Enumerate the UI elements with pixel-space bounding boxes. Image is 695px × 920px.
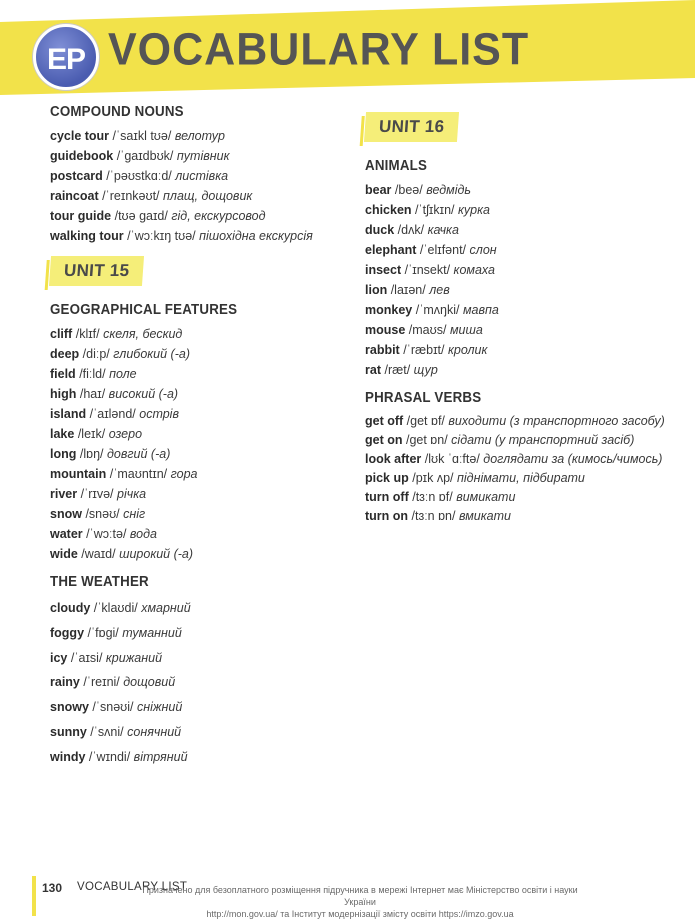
- vocab-word: monkey: [365, 303, 413, 317]
- vocab-transcription: /tɜːn ɒn/: [411, 509, 456, 523]
- vocab-transcription: /klɪf/: [75, 327, 100, 341]
- vocab-translation: листівка: [175, 169, 229, 183]
- vocab-entry: [50, 596, 340, 621]
- vocab-translation: путівник: [176, 149, 230, 163]
- vocab-translation: щур: [413, 363, 438, 377]
- vocab-translation: хмарний: [141, 601, 191, 615]
- vocab-word: cycle tour: [50, 129, 110, 143]
- vocab-translation: вмикати: [458, 509, 511, 523]
- vocab-entry: [365, 488, 665, 507]
- vocab-translation: курка: [458, 203, 490, 217]
- vocab-transcription: /diːp/: [82, 347, 110, 361]
- vocab-word: walking tour: [50, 229, 124, 243]
- vocab-word: rabbit: [365, 343, 400, 357]
- vocab-entry: [365, 340, 665, 360]
- vocab-word: foggy: [50, 625, 85, 640]
- animals-list: [365, 180, 665, 380]
- vocab-translation: сідати (у транспортний засіб): [451, 433, 635, 447]
- vocab-word: elephant: [365, 243, 417, 257]
- vocab-translation: сніг: [123, 507, 146, 521]
- unit-16-banner: UNIT 16: [364, 112, 460, 142]
- vocab-entry: [50, 695, 340, 720]
- left-column: [50, 104, 340, 770]
- vocab-word: icy: [50, 650, 68, 665]
- vocab-word: guidebook: [50, 149, 114, 163]
- vocab-transcription: /lʊk ˈɑːftə/: [424, 452, 480, 466]
- vocab-entry: [365, 507, 665, 526]
- vocab-word: high: [50, 387, 77, 401]
- vocab-transcription: /ˈmaʊntɪn/: [109, 467, 168, 481]
- vocab-translation: скеля, бескид: [103, 327, 183, 341]
- unit-15-banner: UNIT 15: [49, 256, 145, 286]
- vocab-entry: [365, 412, 665, 431]
- vocab-transcription: /ˈreɪnkəʊt/: [102, 189, 160, 203]
- vocab-transcription: /ˈsʌni/: [90, 724, 124, 739]
- vocab-word: get off: [365, 414, 404, 428]
- vocab-transcription: /ˈmʌŋki/: [415, 303, 460, 317]
- vocab-entry: [50, 484, 340, 504]
- vocab-transcription: /ˈreɪni/: [83, 675, 120, 690]
- vocab-transcription: /ˈsaɪkl tʊə/: [112, 129, 172, 143]
- vocab-translation: миша: [449, 323, 483, 337]
- vocab-translation: кролик: [447, 343, 488, 357]
- vocab-translation: плащ, дощовик: [163, 189, 253, 203]
- vocab-entry: [365, 180, 665, 200]
- notice-line-1: Призначено для безоплатного розміщення підручника в мережі Інтернет має Міністерство освіти і науки України: [142, 885, 578, 907]
- vocab-transcription: /ˈsnəʊi/: [92, 700, 134, 715]
- vocab-translation: крижаний: [105, 650, 163, 665]
- vocab-word: snow: [50, 507, 82, 521]
- vocab-translation: комаха: [453, 263, 495, 277]
- vocab-translation: вода: [129, 527, 157, 541]
- vocab-word: duck: [365, 223, 395, 237]
- vocab-entry: [365, 260, 665, 280]
- vocab-transcription: /ˈelɪfənt/: [419, 243, 467, 257]
- vocab-translation: велотур: [174, 129, 225, 143]
- vocab-entry: [365, 450, 665, 469]
- vocab-entry: [365, 431, 665, 450]
- vocab-translation: річка: [117, 487, 147, 501]
- vocab-translation: поле: [109, 367, 137, 381]
- footer-accent-bar: [32, 876, 36, 916]
- vocab-translation: широкий (-а): [119, 547, 194, 561]
- vocab-entry: [365, 200, 665, 220]
- vocab-entry: [50, 544, 340, 564]
- vocab-word: deep: [50, 347, 80, 361]
- vocab-entry: [50, 384, 340, 404]
- vocab-entry: [365, 320, 665, 340]
- vocab-word: sunny: [50, 724, 87, 739]
- vocab-transcription: /maʊs/: [408, 323, 447, 337]
- page-footer: [0, 876, 695, 919]
- vocab-word: turn on: [365, 509, 409, 523]
- notice-line-2: http://mon.gov.ua/ та Інститут модернізації змісту освіти https://imzo.gov.ua: [206, 909, 514, 919]
- vocab-entry: [50, 424, 340, 444]
- vocab-translation: глибокий (-а): [113, 347, 190, 361]
- vocab-word: river: [50, 487, 78, 501]
- vocab-entry: [365, 240, 665, 260]
- vocab-word: postcard: [50, 169, 103, 183]
- vocab-word: mountain: [50, 467, 107, 481]
- vocab-transcription: /haɪ/: [79, 387, 106, 401]
- vocab-entry: [365, 469, 665, 488]
- vocab-transcription: /ˈfɒɡi/: [87, 625, 119, 640]
- vocab-word: tour guide: [50, 209, 112, 223]
- vocab-word: cloudy: [50, 601, 91, 615]
- distribution-notice: [130, 884, 590, 920]
- vocab-entry: [50, 524, 340, 544]
- vocab-entry: [50, 364, 340, 384]
- vocab-entry: [50, 206, 340, 226]
- vocab-translation: пішохідна екскурсія: [199, 229, 313, 243]
- vocab-translation: гід, екскурсовод: [171, 209, 266, 223]
- vocab-translation: гора: [170, 467, 198, 481]
- vocab-transcription: /snəʊ/: [85, 507, 120, 521]
- page-title: VOCABULARY LIST: [108, 24, 530, 76]
- vocab-transcription: /beə/: [394, 183, 423, 197]
- vocab-transcription: /ˈpəʊstkɑːd/: [106, 169, 172, 183]
- vocab-translation: сонячний: [127, 724, 182, 739]
- vocab-transcription: /leɪk/: [77, 427, 106, 441]
- vocab-entry: [50, 344, 340, 364]
- vocab-word: windy: [50, 749, 86, 764]
- vocab-entry: [50, 226, 340, 246]
- vocab-transcription: /ˈaɪlənd/: [89, 407, 136, 421]
- vocab-translation: сніжний: [137, 700, 183, 715]
- vocab-word: field: [50, 367, 76, 381]
- section-title-compound-nouns: COMPOUND NOUNS: [50, 104, 184, 120]
- vocab-transcription: /ˈwɔːtə/: [86, 527, 127, 541]
- vocab-entry: [50, 720, 340, 745]
- vocab-entry: [50, 126, 340, 146]
- vocab-translation: вітряний: [133, 749, 188, 764]
- vocab-entry: [365, 280, 665, 300]
- vocab-translation: острів: [139, 407, 179, 421]
- vocab-transcription: /ˈaɪsi/: [70, 650, 103, 665]
- vocab-transcription: /tɜːn ɒf/: [412, 490, 453, 504]
- vocab-transcription: /dʌk/: [397, 223, 425, 237]
- vocab-word: get on: [365, 433, 403, 447]
- ep-logo-badge: EP: [33, 24, 99, 90]
- vocab-translation: доглядати за (кимось/чимось): [483, 452, 663, 466]
- vocab-transcription: /ˈwɔːkɪŋ tʊə/: [127, 229, 196, 243]
- section-title-phrasal-verbs: PHRASAL VERBS: [365, 390, 482, 406]
- vocab-entry: [50, 464, 340, 484]
- vocab-word: bear: [365, 183, 392, 197]
- vocab-translation: ведмідь: [426, 183, 471, 197]
- vocab-translation: мавпа: [462, 303, 499, 317]
- vocab-entry: [50, 745, 340, 770]
- vocab-word: island: [50, 407, 87, 421]
- vocab-word: lake: [50, 427, 75, 441]
- vocab-word: chicken: [365, 203, 412, 217]
- vocab-transcription: /ˈklaʊdi/: [93, 601, 138, 615]
- compound-nouns-list: [50, 126, 340, 246]
- vocab-entry: [50, 444, 340, 464]
- vocab-transcription: /ɡet ɒf/: [406, 414, 445, 428]
- vocab-transcription: /ˈɡaɪdbʊk/: [116, 149, 174, 163]
- vocab-word: wide: [50, 547, 78, 561]
- vocab-translation: довгий (-а): [107, 447, 171, 461]
- weather-list: [50, 596, 340, 770]
- vocab-translation: виходити (з транспортного засобу): [448, 414, 665, 428]
- vocab-word: long: [50, 447, 77, 461]
- vocab-word: lion: [365, 283, 388, 297]
- vocab-transcription: /pɪk ʌp/: [412, 471, 454, 485]
- vocab-transcription: /lɒŋ/: [79, 447, 104, 461]
- section-title-weather: THE WEATHER: [50, 574, 149, 590]
- vocab-entry: [365, 220, 665, 240]
- vocab-word: turn off: [365, 490, 409, 504]
- vocab-entry: [50, 621, 340, 646]
- right-column: [365, 112, 665, 526]
- vocab-word: rat: [365, 363, 381, 377]
- vocab-entry: [365, 360, 665, 380]
- vocab-word: water: [50, 527, 83, 541]
- section-title-geographical-features: GEOGRAPHICAL FEATURES: [50, 302, 238, 318]
- vocab-entry: [50, 404, 340, 424]
- vocab-translation: слон: [469, 243, 497, 257]
- vocab-entry: [50, 166, 340, 186]
- vocab-word: mouse: [365, 323, 406, 337]
- vocab-translation: дощовий: [123, 675, 176, 690]
- vocab-translation: лев: [429, 283, 450, 297]
- vocab-transcription: /ˈræbɪt/: [403, 343, 445, 357]
- vocab-word: look after: [365, 452, 422, 466]
- footer-label: VOCABULARY LIST: [77, 881, 188, 893]
- vocab-entry: [365, 300, 665, 320]
- vocab-translation: качка: [427, 223, 459, 237]
- vocab-word: cliff: [50, 327, 73, 341]
- vocab-transcription: /tʊə ɡaɪd/: [114, 209, 168, 223]
- vocab-entry: [50, 646, 340, 671]
- vocab-entry: [50, 670, 340, 695]
- vocab-translation: туманний: [122, 625, 182, 640]
- vocab-transcription: /ræt/: [384, 363, 411, 377]
- vocab-transcription: /ɡet ɒn/: [405, 433, 448, 447]
- vocab-transcription: /laɪən/: [390, 283, 426, 297]
- vocab-word: pick up: [365, 471, 409, 485]
- vocab-transcription: /ˈwɪndi/: [88, 749, 131, 764]
- vocab-transcription: /waɪd/: [81, 547, 116, 561]
- vocab-entry: [50, 324, 340, 344]
- vocab-translation: піднімати, підбирати: [457, 471, 585, 485]
- vocab-word: rainy: [50, 675, 80, 690]
- vocab-transcription: /ˈrɪvə/: [80, 487, 114, 501]
- geographical-features-list: [50, 324, 340, 564]
- vocab-translation: озеро: [108, 427, 143, 441]
- page-number: 130: [42, 881, 63, 895]
- vocab-entry: [50, 504, 340, 524]
- vocab-transcription: /fiːld/: [79, 367, 106, 381]
- phrasal-verbs-list: [365, 412, 665, 526]
- vocab-transcription: /ˈtʃɪkɪn/: [415, 203, 455, 217]
- vocab-translation: високий (-а): [108, 387, 179, 401]
- vocab-entry: [50, 146, 340, 166]
- vocab-transcription: /ˈɪnsekt/: [404, 263, 451, 277]
- vocab-entry: [50, 186, 340, 206]
- vocab-word: snowy: [50, 700, 89, 715]
- vocab-translation: вимикати: [456, 490, 516, 504]
- vocab-word: insect: [365, 263, 402, 277]
- vocab-word: raincoat: [50, 189, 99, 203]
- section-title-animals: ANIMALS: [365, 158, 428, 174]
